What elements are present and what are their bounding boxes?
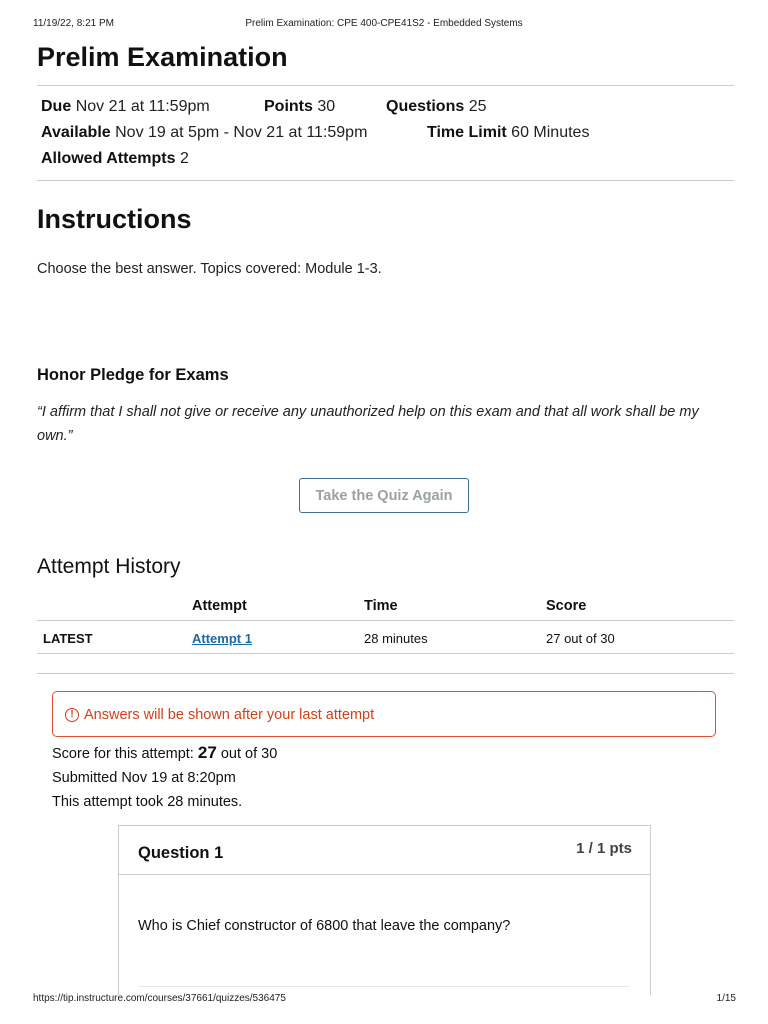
question-card: [118, 825, 651, 995]
print-page-number: 1/15: [716, 993, 736, 1004]
question-header: [119, 826, 650, 875]
divider: [139, 986, 629, 987]
divider: [37, 85, 734, 86]
detail-attempts-value: 2: [179, 150, 189, 167]
divider: [37, 673, 734, 674]
attempt-history-table: [37, 590, 734, 654]
take-quiz-again-button[interactable]: Take the Quiz Again: [299, 478, 469, 513]
print-date: 11/19/22, 8:21 PM: [33, 18, 114, 29]
score-suffix: out of 30: [220, 746, 278, 762]
attempt-score: 27 out of 30: [546, 631, 615, 646]
detail-available-label: Available: [41, 124, 111, 141]
attempt-score-summary: [52, 743, 277, 763]
score-prefix: Score for this attempt:: [52, 746, 194, 762]
answers-hidden-alert: [52, 691, 716, 737]
detail-due-value: Nov 21 at 11:59pm: [75, 98, 210, 115]
page-title: Prelim Examination: [37, 42, 288, 72]
detail-time-limit-label: Time Limit: [427, 124, 507, 141]
warning-circle-icon: !: [65, 708, 79, 722]
instructions-text: Choose the best answer. Topics covered: Module 1-3.: [37, 261, 382, 277]
detail-available: [41, 124, 367, 142]
question-points: 1 / 1 pts: [576, 840, 632, 857]
print-document-title: Prelim Examination: CPE 400-CPE41S2 - Embedded Systems: [245, 18, 523, 29]
detail-time-limit-value: 60 Minutes: [511, 124, 590, 141]
alert-message: Answers will be shown after your last attempt: [84, 707, 375, 723]
question-title: Question 1: [138, 844, 224, 862]
detail-due: [41, 98, 210, 116]
attempt-1-link[interactable]: Attempt 1: [192, 631, 252, 646]
detail-points-value: 30: [317, 98, 336, 115]
detail-questions: [386, 98, 486, 116]
detail-points: [264, 98, 335, 116]
honor-pledge-text: “I affirm that I shall not give or receive any unauthorized help on this exam and that all work shall be my own.”: [37, 404, 699, 444]
column-header-score: Score: [546, 598, 587, 614]
divider: [37, 180, 734, 181]
honor-pledge-title: Honor Pledge for Exams: [37, 366, 229, 384]
detail-due-label: Due: [41, 98, 72, 115]
detail-time-limit: [427, 124, 589, 142]
print-header: [0, 18, 768, 32]
attempt-time: 28 minutes: [364, 631, 428, 646]
detail-attempts-label: Allowed Attempts: [41, 150, 176, 167]
question-text: Who is Chief constructor of 6800 that leave the company?: [138, 918, 511, 934]
detail-allowed-attempts: [41, 150, 189, 168]
attempt-duration: This attempt took 28 minutes.: [52, 794, 243, 810]
detail-questions-value: 25: [468, 98, 487, 115]
print-url: https://tip.instructure.com/courses/37661/quizzes/536475: [33, 993, 286, 1004]
detail-points-label: Points: [264, 98, 313, 115]
table-row: [37, 621, 734, 654]
attempt-history-title: Attempt History: [37, 555, 181, 578]
table-header-row: [37, 590, 734, 621]
submitted-time: Submitted Nov 19 at 8:20pm: [52, 770, 236, 786]
score-value: 27: [197, 743, 217, 762]
column-header-time: Time: [364, 598, 398, 614]
latest-tag: LATEST: [43, 631, 93, 646]
instructions-title: Instructions: [37, 204, 192, 234]
detail-questions-label: Questions: [386, 98, 465, 115]
detail-available-value: Nov 19 at 5pm - Nov 21 at 11:59pm: [115, 124, 368, 141]
column-header-attempt: Attempt: [192, 598, 247, 614]
